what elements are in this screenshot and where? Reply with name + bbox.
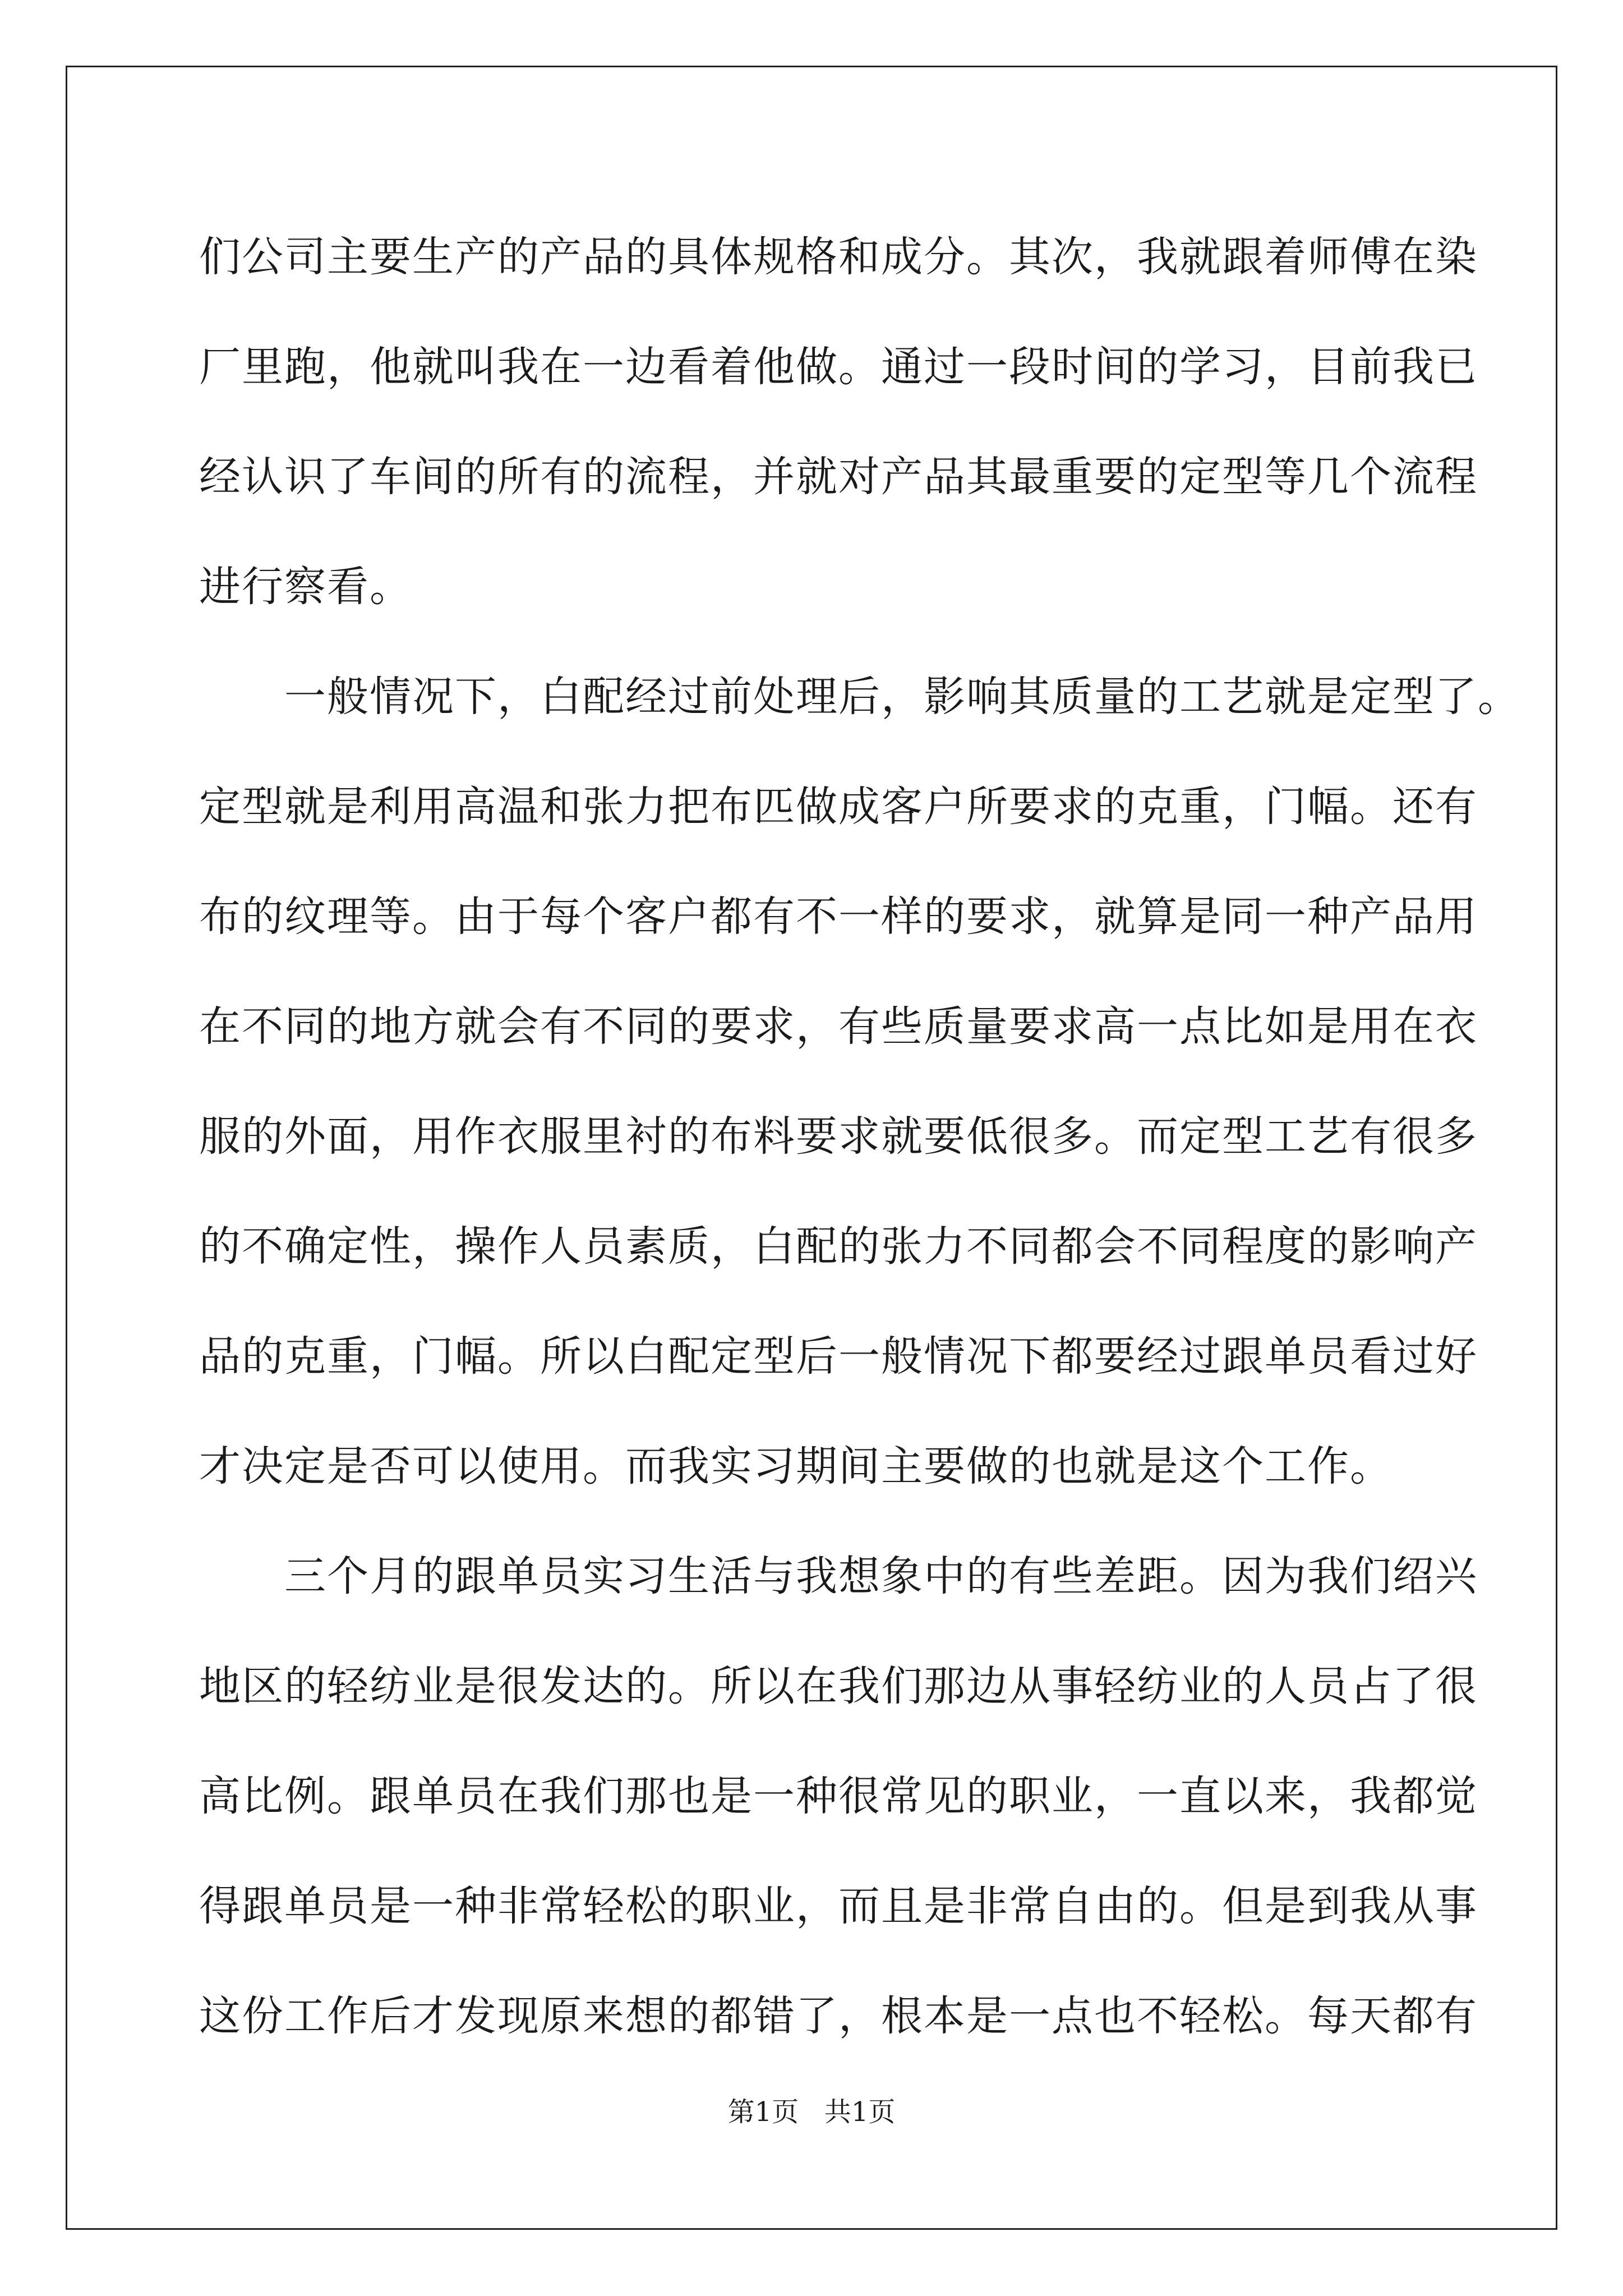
page-number-footer: 第1页 共1页: [727, 2096, 896, 2128]
text-line: 地区的轻纺业是很发达的。所以在我们那边从事轻纺业的人员占了很: [199, 1662, 1478, 1710]
text-line: 厂里跑，他就叫我在一边看着他做。通过一段时间的学习，目前我已: [199, 343, 1478, 391]
text-line: 服的外面，用作衣服里衬的布料要求就要低很多。而定型工艺有很多: [199, 1112, 1478, 1161]
paragraph-start-line: 一般情况下，白配经过前处理后，影响其质量的工艺就是定型了。: [199, 673, 1520, 721]
text-line: 品的克重，门幅。所以白配定型后一般情况下都要经过跟单员看过好: [199, 1332, 1478, 1381]
text-line: 布的纹理等。由于每个客户都有不一样的要求，就算是同一种产品用: [199, 892, 1478, 941]
paragraph-start-line: 三个月的跟单员实习生活与我想象中的有些差距。因为我们绍兴: [199, 1552, 1478, 1600]
document-body: [199, 202, 1520, 2071]
text-line: 高比例。跟单员在我们那也是一种很常见的职业，一直以来，我都觉: [199, 1772, 1478, 1820]
text-line: 在不同的地方就会有不同的要求，有些质量要求高一点比如是用在衣: [199, 1002, 1478, 1051]
text-line: 得跟单员是一种非常轻松的职业，而且是非常自由的。但是到我从事: [199, 1882, 1478, 1930]
text-line: 的不确定性，操作人员素质，白配的张力不同都会不同程度的影响产: [199, 1222, 1478, 1271]
text-line: 经认识了车间的所有的流程，并就对产品其最重要的定型等几个流程: [199, 453, 1478, 501]
text-line: 才决定是否可以使用。而我实习期间主要做的也就是这个工作。: [199, 1442, 1393, 1490]
text-line: 们公司主要生产的产品的具体规格和成分。其次，我就跟着师傅在染: [199, 233, 1478, 281]
text-line: 进行察看。: [199, 563, 412, 611]
text-line: 这份工作后才发现原来想的都错了，根本是一点也不轻松。每天都有: [199, 1992, 1478, 2040]
text-line: 定型就是利用高温和张力把布匹做成客户所要求的克重，门幅。还有: [199, 783, 1478, 831]
